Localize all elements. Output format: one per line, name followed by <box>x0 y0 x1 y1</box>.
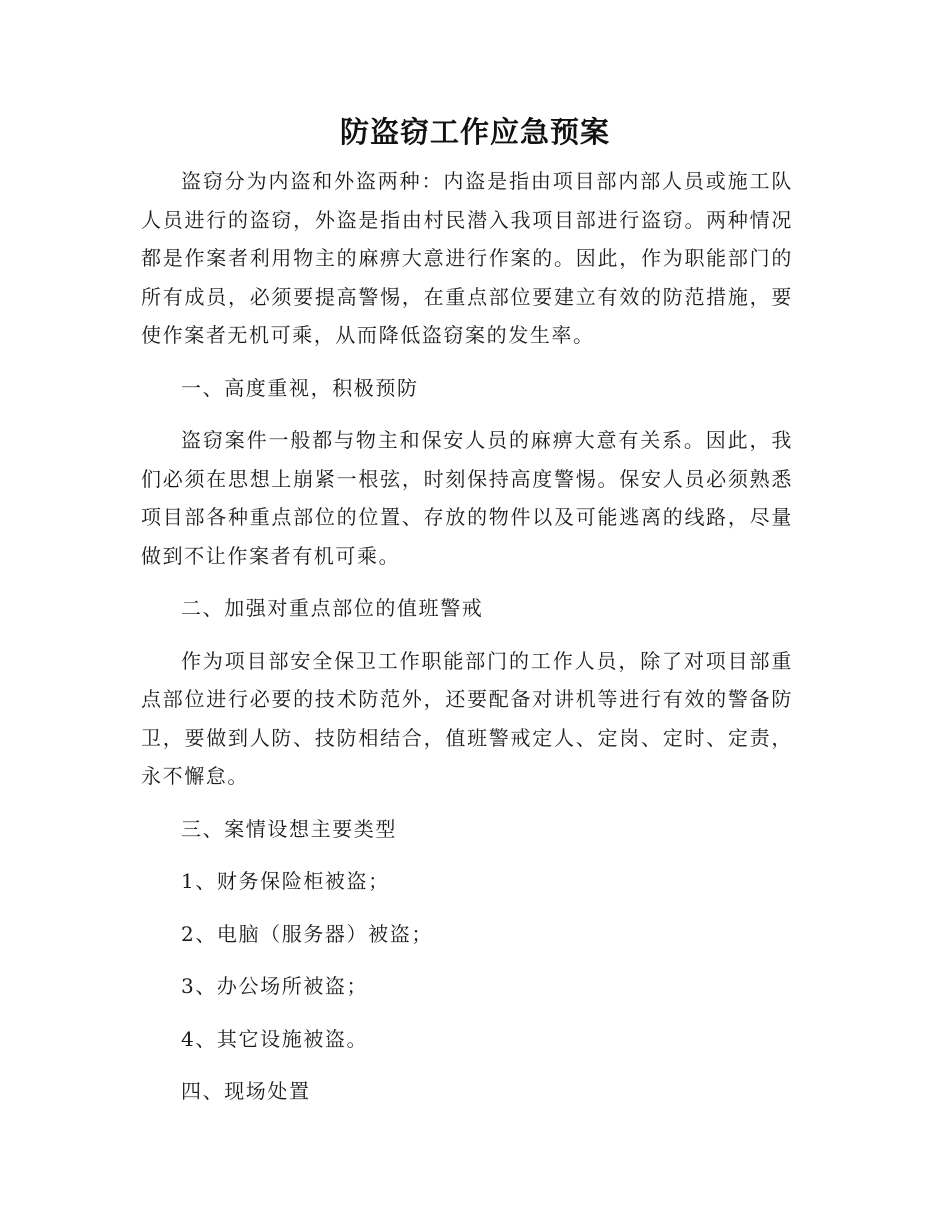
section-2-heading: 二、加强对重点部位的值班警戒 <box>181 596 484 620</box>
section-1-heading: 一、高度重视，积极预防 <box>181 375 419 400</box>
section-4-heading: 四、现场处置 <box>181 1079 311 1103</box>
list-item: 2、电脑（服务器）被盗； <box>181 921 433 946</box>
section-1-paragraph: 盗窃案件一般都与物主和保安人员的麻痹大意有关系。因此，我们必须在思想上崩紧一根弦，时刻保持高度警惕。保安人员必须熟悉项目部各种重点部位的位置、存放的物件以及可能逃离的线路，尽量做到不让作案者有机可乘。 <box>141 428 793 568</box>
list-item: 3、办公场所被盗； <box>181 974 369 998</box>
section-3-heading: 三、案情设想主要类型 <box>181 816 397 841</box>
document-body <box>141 162 793 1111</box>
document-title: 防盗窃工作应急预案 <box>339 115 610 149</box>
list-item: 1、财务保险柜被盗； <box>181 869 390 893</box>
list-item: 4、其它设施被盗。 <box>181 1026 369 1051</box>
intro-paragraph: 盗窃分为内盗和外盗两种：内盗是指由项目部内部人员或施工队人员进行的盗窃，外盗是指由村民潜入我项目部进行盗窃。两种情况都是作案者利用物主的麻痹大意进行作案的。因此，作为职能部门的所有成员，必须要提高警惕，在重点部位要建立有效的防范措施，要使作案者无机可乘，从而降低盗窃案的发生率。 <box>141 169 793 347</box>
section-2-paragraph: 作为项目部安全保卫工作职能部门的工作人员，除了对项目部重点部位进行必要的技术防范外，还要配备对讲机等进行有效的警备防卫，要做到人防、技防相结合，值班警戒定人、定岗、定时、定责，永不懈怠。 <box>141 648 793 788</box>
